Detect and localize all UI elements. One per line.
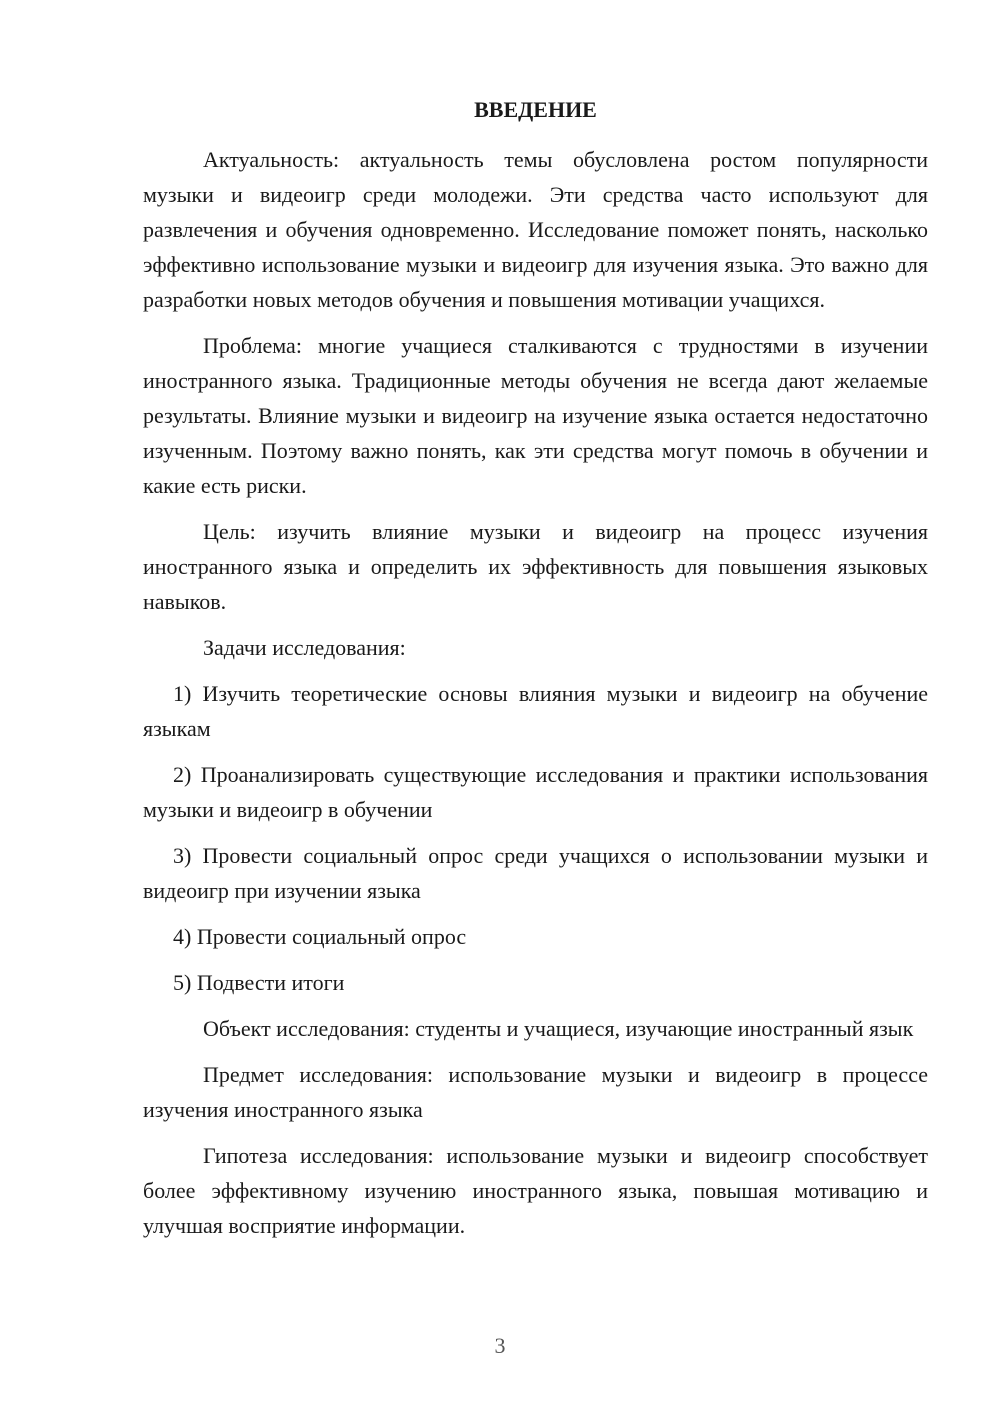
task-item-3: 3) Провести социальный опрос среди учащихся о использовании музыки и видеоигр при изучении языка [143, 843, 928, 903]
page-title: ВВЕДЕНИЕ [474, 97, 597, 122]
paragraph-problem: Проблема: многие учащиеся сталкиваются с трудностями в изучении иностранного языка. Традиционные методы обучения не всегда дают желаемые результаты. Влияние музыки и видеоигр на изучение языка остается недостаточно изученным. Поэтому важно понять, как эти средства могут помочь в обучении и какие есть риски. [143, 333, 928, 498]
paragraph-goal: Цель: изучить влияние музыки и видеоигр на процесс изучения иностранного языка и определить их эффективность для повышения языковых навыков. [143, 519, 928, 614]
paragraph-object: Объект исследования: студенты и учащиеся, изучающие иностранный язык [203, 1016, 914, 1041]
paragraph-hypothesis: Гипотеза исследования: использование музыки и видеоигр способствует более эффективному изучению иностранного языка, повышая мотивацию и улучшая восприятие информации. [143, 1143, 928, 1238]
document-body [143, 142, 928, 1254]
paragraph-relevance: Актуальность: актуальность темы обусловлена ростом популярности музыки и видеоигр среди молодежи. Эти средства часто используют для развлечения и обучения одновременно. Исследование поможет понять, насколько эффективно использование музыки и видеоигр для изучения языка. Это важно для разработки новых методов обучения и повышения мотивации учащихся. [143, 147, 928, 312]
page-number: 3 [494, 1333, 506, 1358]
paragraph-subject: Предмет исследования: использование музыки и видеоигр в процессе изучения иностранного языка [143, 1062, 928, 1122]
task-item-4: 4) Провести социальный опрос [173, 924, 467, 949]
task-item-5: 5) Подвести итоги [173, 970, 345, 995]
task-item-2: 2) Проанализировать существующие исследования и практики использования музыки и видеоигр в обучении [143, 762, 928, 822]
task-item-1: 1) Изучить теоретические основы влияния музыки и видеоигр на обучение языкам [143, 681, 928, 741]
tasks-heading: Задачи исследования: [203, 635, 406, 660]
